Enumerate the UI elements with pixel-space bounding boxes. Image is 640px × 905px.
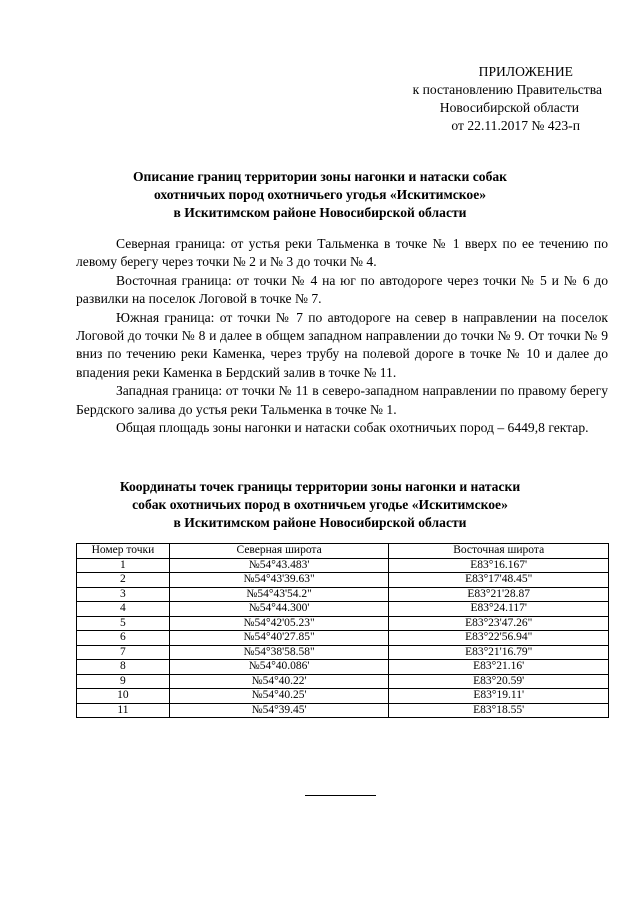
header-east-longitude: Восточная широта	[389, 544, 609, 559]
appendix-line-date: от 22.11.2017 № 423-п	[451, 118, 580, 133]
east-longitude-cell: E83°19.11'	[389, 689, 609, 704]
table-row	[77, 631, 609, 646]
footer-divider	[305, 795, 376, 796]
point-number-cell: 10	[77, 689, 170, 704]
north-latitude-cell: №54°42'05.23"	[169, 616, 389, 631]
west-boundary-paragraph: Западная граница: от точки № 11 в северо-западном направлении по правому берегу Бердского залива до устья реки Тальменка в точке № 1.	[76, 383, 608, 417]
north-latitude-cell: №54°38'58.58"	[169, 645, 389, 660]
east-longitude-cell: E83°22'56.94"	[389, 631, 609, 646]
coordinates-heading	[60, 478, 580, 532]
header-point-number: Номер точки	[77, 544, 170, 559]
east-longitude-cell: E83°16.167'	[389, 558, 609, 573]
boundaries-heading-line: охотничьих пород охотничьего угодья «Искитимское»	[153, 187, 487, 202]
boundaries-description	[76, 235, 608, 437]
north-latitude-cell: №54°40.25'	[169, 689, 389, 704]
coordinates-heading-line: в Искитимском районе Новосибирской области	[173, 515, 467, 530]
table-row	[77, 602, 609, 617]
north-latitude-cell: №54°40.086'	[169, 660, 389, 675]
east-longitude-cell: E83°18.55'	[389, 703, 609, 718]
appendix-line-decree: к постановлению Правительства	[412, 82, 602, 97]
table-row	[77, 689, 609, 704]
table-row	[77, 660, 609, 675]
table-body	[77, 558, 609, 718]
north-latitude-cell: №54°43.483'	[169, 558, 389, 573]
east-longitude-cell: E83°17'48.45"	[389, 573, 609, 588]
table-row	[77, 616, 609, 631]
coordinates-table	[76, 543, 609, 718]
north-latitude-cell: №54°39.45'	[169, 703, 389, 718]
boundaries-heading-line: в Искитимском районе Новосибирской области	[173, 205, 467, 220]
table-row	[77, 573, 609, 588]
east-boundary-paragraph: Восточная граница: от точки № 4 на юг по автодороге через точки № 5 и № 6 до развилки на поселок Логовой в точке № 7.	[76, 272, 608, 307]
east-longitude-cell: E83°23'47.26"	[389, 616, 609, 631]
north-boundary-paragraph: Северная граница: от устья реки Тальменка в точке № 1 вверх по ее течению по левому берегу через точки № 2 и № 3 до точки № 4.	[76, 236, 608, 270]
coordinates-heading-line: собак охотничьих пород в охотничьем угодье «Искитимское»	[132, 497, 508, 512]
table-row	[77, 587, 609, 602]
north-latitude-cell: №54°43'39.63"	[169, 573, 389, 588]
point-number-cell: 7	[77, 645, 170, 660]
appendix-title: ПРИЛОЖЕНИЕ	[478, 64, 573, 79]
coordinates-heading-line: Координаты точек границы территории зоны нагонки и натаски	[119, 479, 521, 494]
east-longitude-cell: E83°20.59'	[389, 674, 609, 689]
point-number-cell: 4	[77, 602, 170, 617]
point-number-cell: 11	[77, 703, 170, 718]
table-row	[77, 645, 609, 660]
table-row	[77, 674, 609, 689]
header-north-latitude: Северная широта	[169, 544, 389, 559]
table-header-row	[77, 544, 609, 559]
point-number-cell: 8	[77, 660, 170, 675]
east-longitude-cell: E83°21'16.79"	[389, 645, 609, 660]
south-boundary-paragraph: Южная граница: от точки № 7 по автодороге на север в направлении на поселок Логовой до точки № 8 и далее в общем западном направлении до точки № 9. От точки № 9 вниз по течению реки Каменка, через трубу на полевой дороге в точке № 10 и далее до впадения реки Каменка в Бердский залив в точке № 11.	[76, 309, 608, 380]
appendix-block	[380, 63, 602, 135]
point-number-cell: 1	[77, 558, 170, 573]
point-number-cell: 3	[77, 587, 170, 602]
north-latitude-cell: №54°40.22'	[169, 674, 389, 689]
table-row	[77, 558, 609, 573]
table-row	[77, 703, 609, 718]
total-area-paragraph: Общая площадь зоны нагонки и натаски собак охотничьих пород – 6449,8 гектар.	[116, 420, 589, 436]
east-longitude-cell: E83°24.117'	[389, 602, 609, 617]
north-latitude-cell: №54°44.300'	[169, 602, 389, 617]
point-number-cell: 2	[77, 573, 170, 588]
east-longitude-cell: E83°21.16'	[389, 660, 609, 675]
north-latitude-cell: №54°40'27.85"	[169, 631, 389, 646]
boundaries-heading	[60, 168, 580, 222]
point-number-cell: 9	[77, 674, 170, 689]
east-longitude-cell: E83°21'28.87	[389, 587, 609, 602]
boundaries-heading-line: Описание границ территории зоны нагонки и натаски собак	[132, 169, 508, 184]
point-number-cell: 5	[77, 616, 170, 631]
north-latitude-cell: №54°43'54.2"	[169, 587, 389, 602]
appendix-line-region: Новосибирской области	[439, 100, 579, 115]
point-number-cell: 6	[77, 631, 170, 646]
